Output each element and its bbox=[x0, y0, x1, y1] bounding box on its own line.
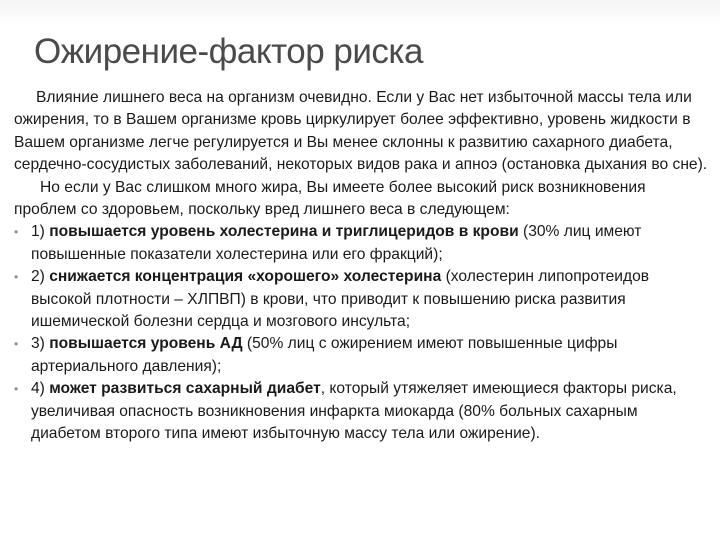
bullet-icon: • bbox=[14, 337, 19, 352]
bullet-icon: • bbox=[14, 382, 19, 397]
item-number: 3) bbox=[31, 335, 50, 353]
intro-paragraph bbox=[14, 87, 710, 177]
item-text: (холестерин липопротеидов высокой плотности – ХЛПВП) в крови, что приводит к повышению риска развития ишемической болезни сердца и мозгового инсульта; bbox=[31, 268, 650, 331]
header-band bbox=[0, 0, 720, 26]
item-number: 1) bbox=[31, 223, 50, 241]
risk-list bbox=[14, 221, 710, 445]
item-text: (50% лиц с ожирением имеют повышенные цифры артериального давления); bbox=[31, 335, 618, 375]
list-item bbox=[14, 378, 710, 445]
bullet-icon: • bbox=[14, 270, 19, 285]
item-number: 4) bbox=[31, 380, 50, 398]
item-bold-text: может развиться сахарный диабет bbox=[49, 380, 321, 398]
slide-title: Ожирение-фактор риска bbox=[34, 32, 423, 71]
item-text: (30% лиц имеют повышенные показатели холестерина или его фракций); bbox=[31, 223, 642, 263]
bullet-icon: • bbox=[14, 225, 19, 240]
item-bold-text: повышается уровень холестерина и триглицеридов в крови bbox=[49, 223, 519, 241]
list-item bbox=[14, 221, 710, 266]
risk-paragraph-text: Но если у Вас слишком много жира, Вы имеете более высокий риск возникновения проблем со здоровьем, поскольку вред лишнего веса в следующем: bbox=[14, 178, 646, 219]
list-item bbox=[14, 266, 710, 333]
item-number: 2) bbox=[31, 268, 50, 286]
risk-paragraph bbox=[14, 177, 710, 222]
item-bold-text: повышается уровень АД bbox=[49, 335, 243, 353]
slide-body bbox=[14, 87, 710, 446]
intro-paragraph-text: Влияние лишнего веса на организм очевидно. Если у Вас нет избыточной массы тела или ожирения, то в Вашем организме кровь циркулирует более эффективно, уровень жидкости в Вашем организме легче регулируется и Вы менее склонны к развитию сахарного диабета, сердечно-сосудистых заболеваний, некоторых видов рака и апноэ (остановка дыхания во сне). bbox=[14, 89, 708, 174]
item-bold-text: снижается концентрация «хорошего» холестерина bbox=[49, 268, 442, 286]
item-text: , который утяжеляет имеющиеся факторы риска, увеличивая опасность возникновения инфаркта миокарда (80% больных сахарным диабетом второго типа имеют избыточную массу тела или ожирение). bbox=[31, 380, 677, 443]
list-item bbox=[14, 333, 710, 378]
